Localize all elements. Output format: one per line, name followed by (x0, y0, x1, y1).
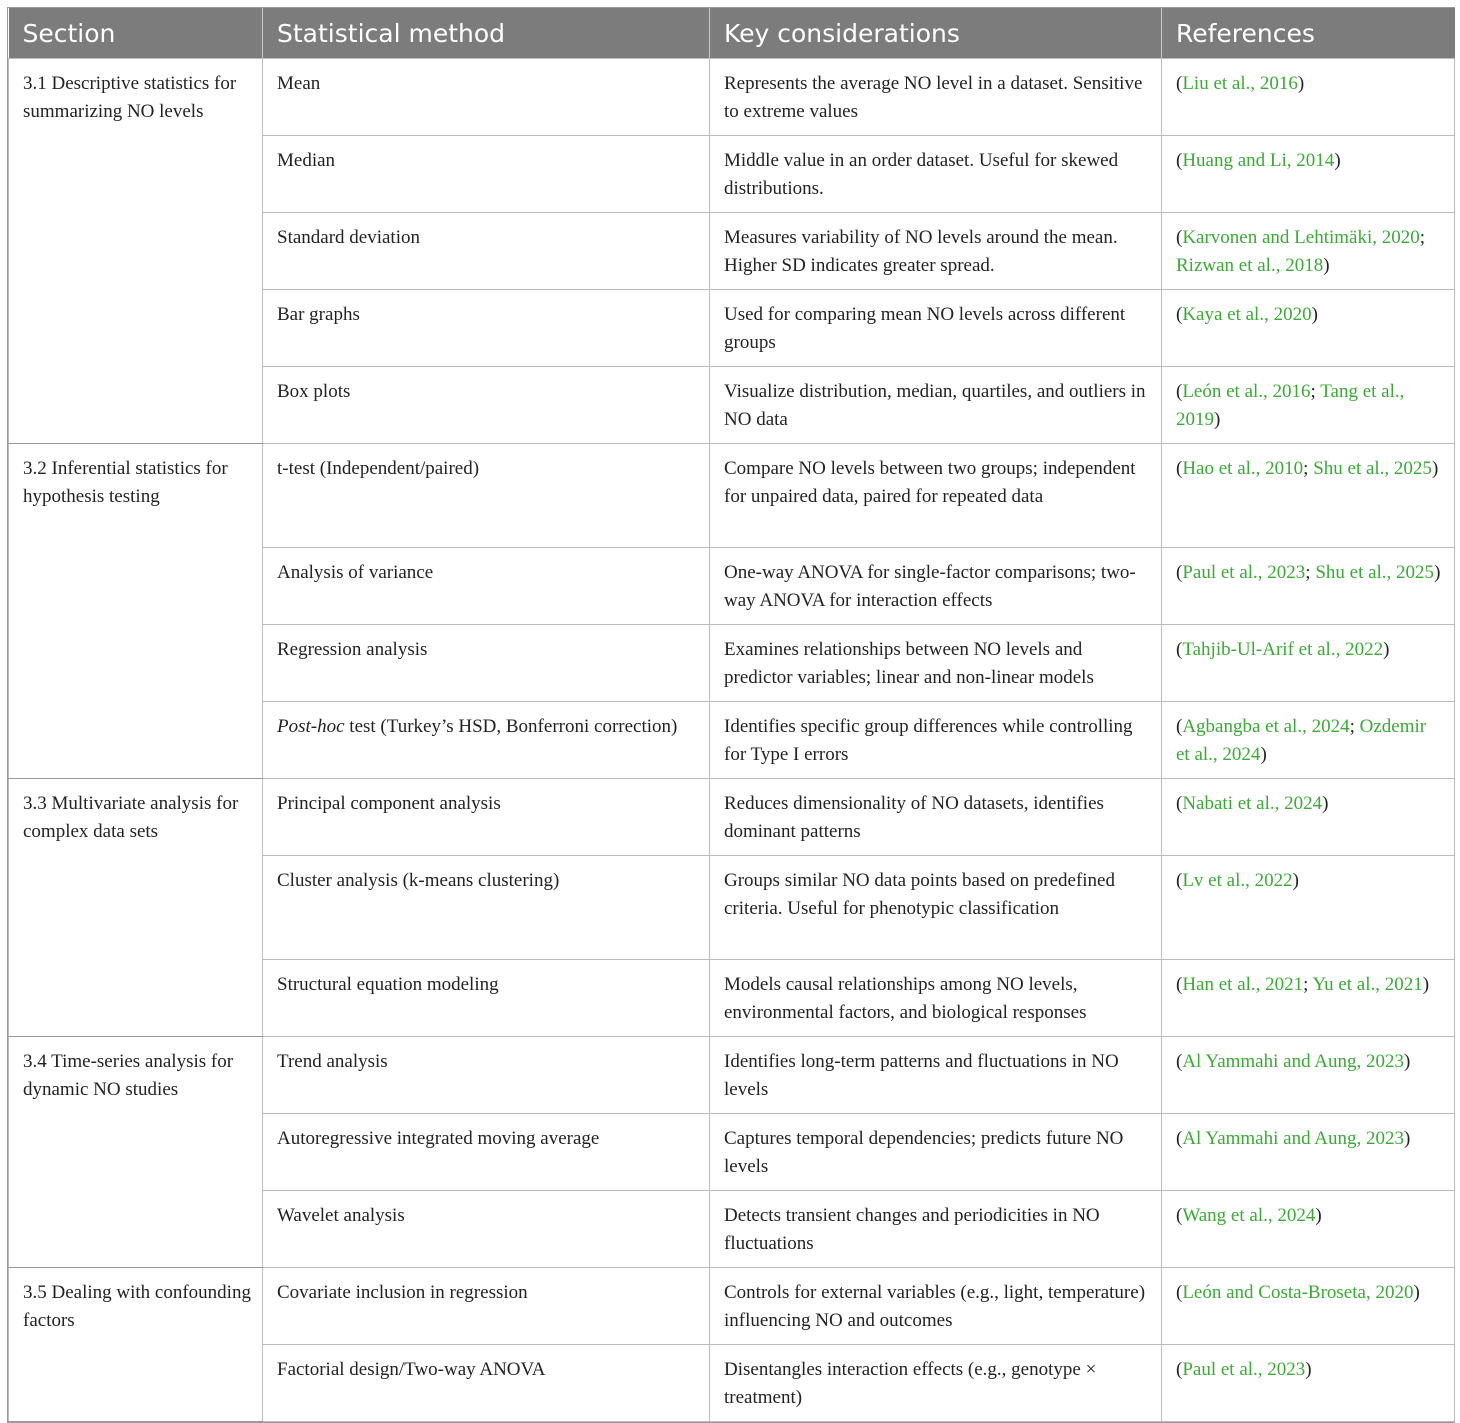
reference-link[interactable]: Rizwan et al., 2018 (1176, 254, 1324, 276)
paren-close: ) (1434, 562, 1441, 583)
header-method: Statistical method (263, 8, 710, 59)
reference-link[interactable]: Lv et al., 2022 (1182, 870, 1293, 891)
paren-open: ( (1176, 1051, 1183, 1072)
paren-open: ( (1176, 1205, 1183, 1226)
references-cell (1162, 1114, 1455, 1191)
references-cell (1162, 1191, 1455, 1268)
ref-separator: ; (1349, 716, 1360, 737)
considerations-cell: Examines relationships between NO levels and predictor variables; linear and non-linear models (710, 625, 1162, 702)
reference-link[interactable]: Karvonen and Lehtimäki, 2020 (1182, 227, 1420, 248)
references-cell (1162, 1037, 1455, 1114)
considerations-cell: Represents the average NO level in a dataset. Sensitive to extreme values (710, 59, 1162, 136)
paren-close: ) (1322, 793, 1329, 814)
section-cell: 3.3 Multivariate analysis for complex data sets (9, 779, 263, 1037)
ref-separator: ; (1310, 381, 1321, 402)
paren-open: ( (1176, 458, 1183, 479)
method-cell: Autoregressive integrated moving average (263, 1114, 710, 1191)
references-cell (1162, 856, 1455, 960)
paren-close: ) (1305, 1359, 1312, 1380)
method-cell: Analysis of variance (263, 548, 710, 625)
references-cell (1162, 367, 1455, 444)
references-cell (1162, 1345, 1455, 1422)
reference-link[interactable]: Agbangba et al., 2024 (1182, 716, 1350, 737)
table-row (9, 444, 1455, 548)
paren-close: ) (1431, 458, 1439, 479)
method-cell: t-test (Independent/paired) (263, 444, 710, 548)
method-cell: Median (263, 136, 710, 213)
references-cell (1162, 1268, 1455, 1345)
paren-open: ( (1176, 73, 1183, 94)
paren-open: ( (1176, 639, 1183, 660)
considerations-cell: Compare NO levels between two groups; independent for unpaired data, paired for repeated data (710, 444, 1162, 548)
considerations-cell: Captures temporal dependencies; predicts future NO levels (710, 1114, 1162, 1191)
paren-open: ( (1176, 304, 1183, 325)
method-cell: Cluster analysis (k-means clustering) (263, 856, 710, 960)
references-cell (1162, 444, 1455, 548)
section-cell: 3.1 Descriptive statistics for summarizing NO levels (9, 59, 263, 444)
references-cell (1162, 59, 1455, 136)
reference-link[interactable]: Paul et al., 2023 (1182, 1359, 1306, 1380)
method-cell: Structural equation modeling (263, 960, 710, 1037)
paren-close: ) (1422, 974, 1430, 995)
reference-link[interactable]: Hao et al., 2010 (1182, 458, 1304, 479)
reference-link[interactable]: Yu et al., 2021 (1312, 974, 1423, 995)
method-italic-text: Post-hoc (277, 716, 345, 737)
references-cell (1162, 702, 1455, 779)
method-cell: Factorial design/Two-way ANOVA (263, 1345, 710, 1422)
paren-open: ( (1176, 1282, 1183, 1303)
paren-open: ( (1176, 1359, 1183, 1380)
considerations-cell: Identifies specific group differences while controlling for Type I errors (710, 702, 1162, 779)
references-cell (1162, 548, 1455, 625)
paren-close: ) (1311, 304, 1318, 325)
reference-link[interactable]: Al Yammahi and Aung, 2023 (1182, 1051, 1405, 1072)
considerations-cell: Used for comparing mean NO levels across different groups (710, 290, 1162, 367)
reference-link[interactable]: Wang et al., 2024 (1182, 1205, 1316, 1226)
table-row (9, 59, 1455, 136)
paren-close: ) (1404, 1128, 1411, 1149)
paren-close: ) (1260, 743, 1267, 765)
paren-open: ( (1176, 716, 1183, 737)
considerations-cell: Visualize distribution, median, quartiles, and outliers in NO data (710, 367, 1162, 444)
reference-link[interactable]: Ozdemir et al., 2024 (1176, 716, 1427, 765)
paren-open: ( (1176, 870, 1183, 891)
method-cell: Bar graphs (263, 290, 710, 367)
section-cell: 3.5 Dealing with confounding factors (9, 1268, 263, 1422)
reference-link[interactable]: Tang et al., 2019 (1176, 381, 1405, 430)
reference-link[interactable]: Paul et al., 2023 (1182, 562, 1306, 583)
statistics-table-container (7, 7, 1455, 1423)
ref-separator: ; (1419, 227, 1426, 248)
table-body (9, 59, 1455, 1422)
reference-link[interactable]: Al Yammahi and Aung, 2023 (1182, 1128, 1405, 1149)
paren-open: ( (1176, 974, 1183, 995)
paren-close: ) (1413, 1282, 1420, 1303)
considerations-cell: Groups similar NO data points based on predefined criteria. Useful for phenotypic classification (710, 856, 1162, 960)
method-cell: Wavelet analysis (263, 1191, 710, 1268)
paren-close: ) (1383, 639, 1390, 660)
considerations-cell: Models causal relationships among NO levels, environmental factors, and biological responses (710, 960, 1162, 1037)
method-cell: Box plots (263, 367, 710, 444)
paren-open: ( (1176, 1128, 1183, 1149)
paren-close: ) (1214, 408, 1221, 430)
considerations-cell: Middle value in an order dataset. Useful for skewed distributions. (710, 136, 1162, 213)
ref-separator: ; (1303, 458, 1314, 479)
considerations-cell: Identifies long-term patterns and fluctuations in NO levels (710, 1037, 1162, 1114)
reference-link[interactable]: Shu et al., 2025 (1315, 562, 1435, 583)
paren-open: ( (1176, 562, 1183, 583)
paren-open: ( (1176, 150, 1183, 171)
paren-close: ) (1323, 254, 1330, 276)
paren-open: ( (1176, 227, 1183, 248)
reference-link[interactable]: Huang and Li, 2014 (1182, 150, 1335, 171)
reference-link[interactable]: Liu et al., 2016 (1182, 73, 1298, 94)
reference-link[interactable]: León et al., 2016 (1182, 381, 1311, 402)
method-cell: Covariate inclusion in regression (263, 1268, 710, 1345)
reference-link[interactable]: Tahjib-Ul-Arif et al., 2022 (1182, 639, 1384, 660)
method-cell: Mean (263, 59, 710, 136)
paren-close: ) (1334, 150, 1341, 171)
method-cell: Regression analysis (263, 625, 710, 702)
references-cell (1162, 960, 1455, 1037)
paren-close: ) (1297, 73, 1305, 94)
method-cell: Trend analysis (263, 1037, 710, 1114)
ref-separator: ; (1305, 562, 1316, 583)
considerations-cell: Reduces dimensionality of NO datasets, identifies dominant patterns (710, 779, 1162, 856)
reference-link[interactable]: Han et al., 2021 (1182, 974, 1304, 995)
method-cell: Standard deviation (263, 213, 710, 290)
header-references: References (1162, 8, 1455, 59)
considerations-cell: Controls for external variables (e.g., light, temperature) influencing NO and outcomes (710, 1268, 1162, 1345)
table-row (9, 1037, 1455, 1114)
paren-close: ) (1315, 1205, 1322, 1226)
table-row (9, 779, 1455, 856)
section-cell: 3.2 Inferential statistics for hypothesis testing (9, 444, 263, 779)
paren-close: ) (1404, 1051, 1411, 1072)
ref-separator: ; (1303, 974, 1313, 995)
header-considerations: Key considerations (710, 8, 1162, 59)
considerations-cell: Detects transient changes and periodicities in NO fluctuations (710, 1191, 1162, 1268)
statistics-table (8, 8, 1455, 1422)
table-header-row (9, 8, 1455, 59)
references-cell (1162, 213, 1455, 290)
references-cell (1162, 779, 1455, 856)
considerations-cell: Disentangles interaction effects (e.g., genotype × treatment) (710, 1345, 1162, 1422)
reference-link[interactable]: Shu et al., 2025 (1313, 458, 1432, 479)
paren-open: ( (1176, 381, 1183, 402)
reference-link[interactable]: León and Costa-Broseta, 2020 (1182, 1282, 1414, 1303)
references-cell (1162, 625, 1455, 702)
paren-open: ( (1176, 793, 1183, 814)
considerations-cell: Measures variability of NO levels around the mean. Higher SD indicates greater spread. (710, 213, 1162, 290)
section-cell: 3.4 Time-series analysis for dynamic NO studies (9, 1037, 263, 1268)
reference-link[interactable]: Nabati et al., 2024 (1182, 793, 1323, 814)
method-text: test (Turkey’s HSD, Bonferroni correction) (344, 716, 678, 737)
reference-link[interactable]: Kaya et al., 2020 (1182, 304, 1312, 325)
references-cell (1162, 290, 1455, 367)
references-cell (1162, 136, 1455, 213)
paren-close: ) (1292, 870, 1299, 891)
considerations-cell: One-way ANOVA for single-factor comparisons; two-way ANOVA for interaction effects (710, 548, 1162, 625)
table-row (9, 1268, 1455, 1345)
method-cell (263, 702, 710, 779)
method-cell: Principal component analysis (263, 779, 710, 856)
header-section: Section (9, 8, 263, 59)
